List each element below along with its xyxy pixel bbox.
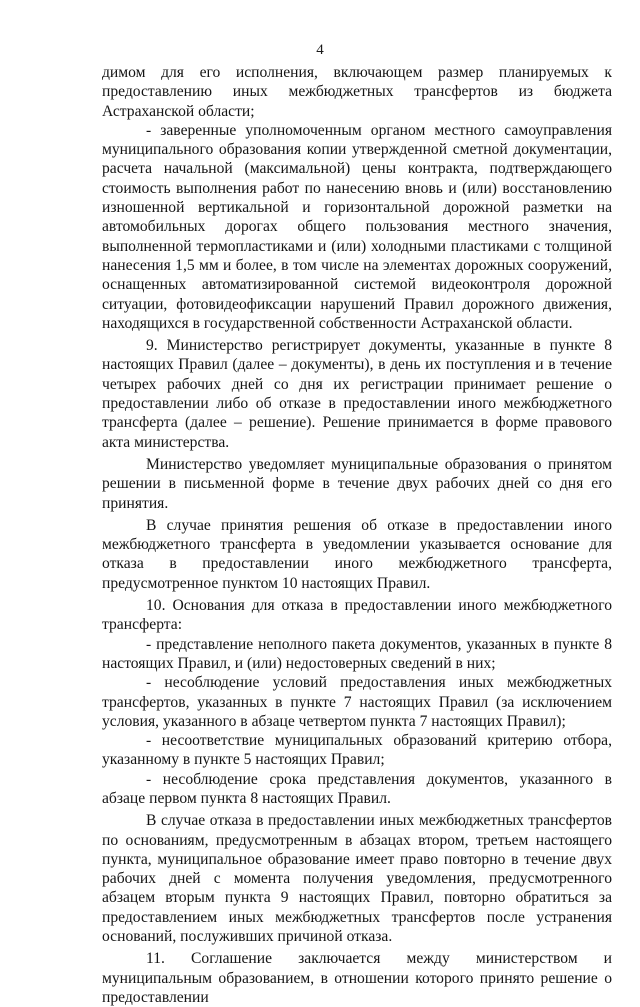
- paragraph-list-item: - несоблюдение срока представления документов, указанного в абзаце первом пункта 8 настоящих Правил.: [102, 770, 612, 807]
- paragraph: Министерство уведомляет муниципальные образования о принятом решении в письменной форме в течение двух рабочих дней со дня его принятия.: [102, 455, 612, 512]
- paragraph-clause-10: 10. Основания для отказа в предоставлении иного межбюджетного трансферта:: [102, 597, 612, 634]
- paragraph-list-item: - заверенные уполномоченным органом местного самоуправления муниципального образования копии утвержденной сметной документации, расчета начальной (максимальной) цены контракта, подтверждающего стоимость выполнения работ по нанесению вновь и (или) восстановлению изношенной вертикальной и горизонтальной дорожной разметки на автомобильных дорогах общего пользования местного значения, выполненной термопластиками и (или) холодными пластиками с толщиной нанесения 1,5 мм и более, в том числе на элементах дорожных сооружений, оснащенных автоматизированной системой видеоконтроля дорожной ситуации, фотовидеофиксации нарушений Правил дорожного движения, находящихся в государственной собственности Астраханской области.: [102, 121, 612, 332]
- paragraph-list-item: - несоблюдение условий предоставления иных межбюджетных трансфертов, указанных в пункте 7 настоящих Правил (за исключением условия, указанного в абзаце четвертом пункта 7 настоящих Правил);: [102, 674, 612, 730]
- page-number: 4: [316, 42, 324, 58]
- paragraph-clause-9: 9. Министерство регистрирует документы, указанные в пункте 8 настоящих Правил (далее – документы), в день их поступления и в течение четырех рабочих дней со дня их регистрации принимает решение о предоставлении либо об отказе в предоставлении иного межбюджетного трансферта (далее – решение). Решение принимается в форме правового акта министерства.: [102, 337, 612, 451]
- paragraph: В случае принятия решения об отказе в предоставлении иного межбюджетного трансферта в уведомлении указывается основание для отказа в предоставлении иного межбюджетного трансферта, предусмотренное пунктом 10 настоящих Правил.: [102, 516, 612, 592]
- paragraph-continuation: димом для его исполнения, включающем размер планируемых к предоставлению иных межбюджетных трансфертов из бюджета Астраханской области;: [102, 64, 612, 120]
- document-body: [102, 63, 612, 1007]
- paragraph-clause-11: 11. Соглашение заключается между министерством и муниципальным образованием, в отношении которого принято решение о предоставлении: [102, 950, 612, 1006]
- paragraph-list-item: - представление неполного пакета документов, указанных в пункте 8 настоящих Правил, и (или) недостоверных сведений в них;: [102, 635, 612, 672]
- paragraph-list-item: - несоответствие муниципальных образований критерию отбора, указанному в пункте 5 настоящих Правил;: [102, 732, 612, 769]
- paragraph: В случае отказа в предоставлении иных межбюджетных трансфертов по основаниям, предусмотренным в абзацах втором, третьем настоящего пункта, муниципальное образование имеет право повторно в течение двух рабочих дней с момента получения уведомления, предусмотренного абзацем вторым пункта 9 настоящих Правил, повторно обратиться за предоставлением иных межбюджетных трансфертов после устранения оснований, послуживших причиной отказа.: [102, 812, 612, 946]
